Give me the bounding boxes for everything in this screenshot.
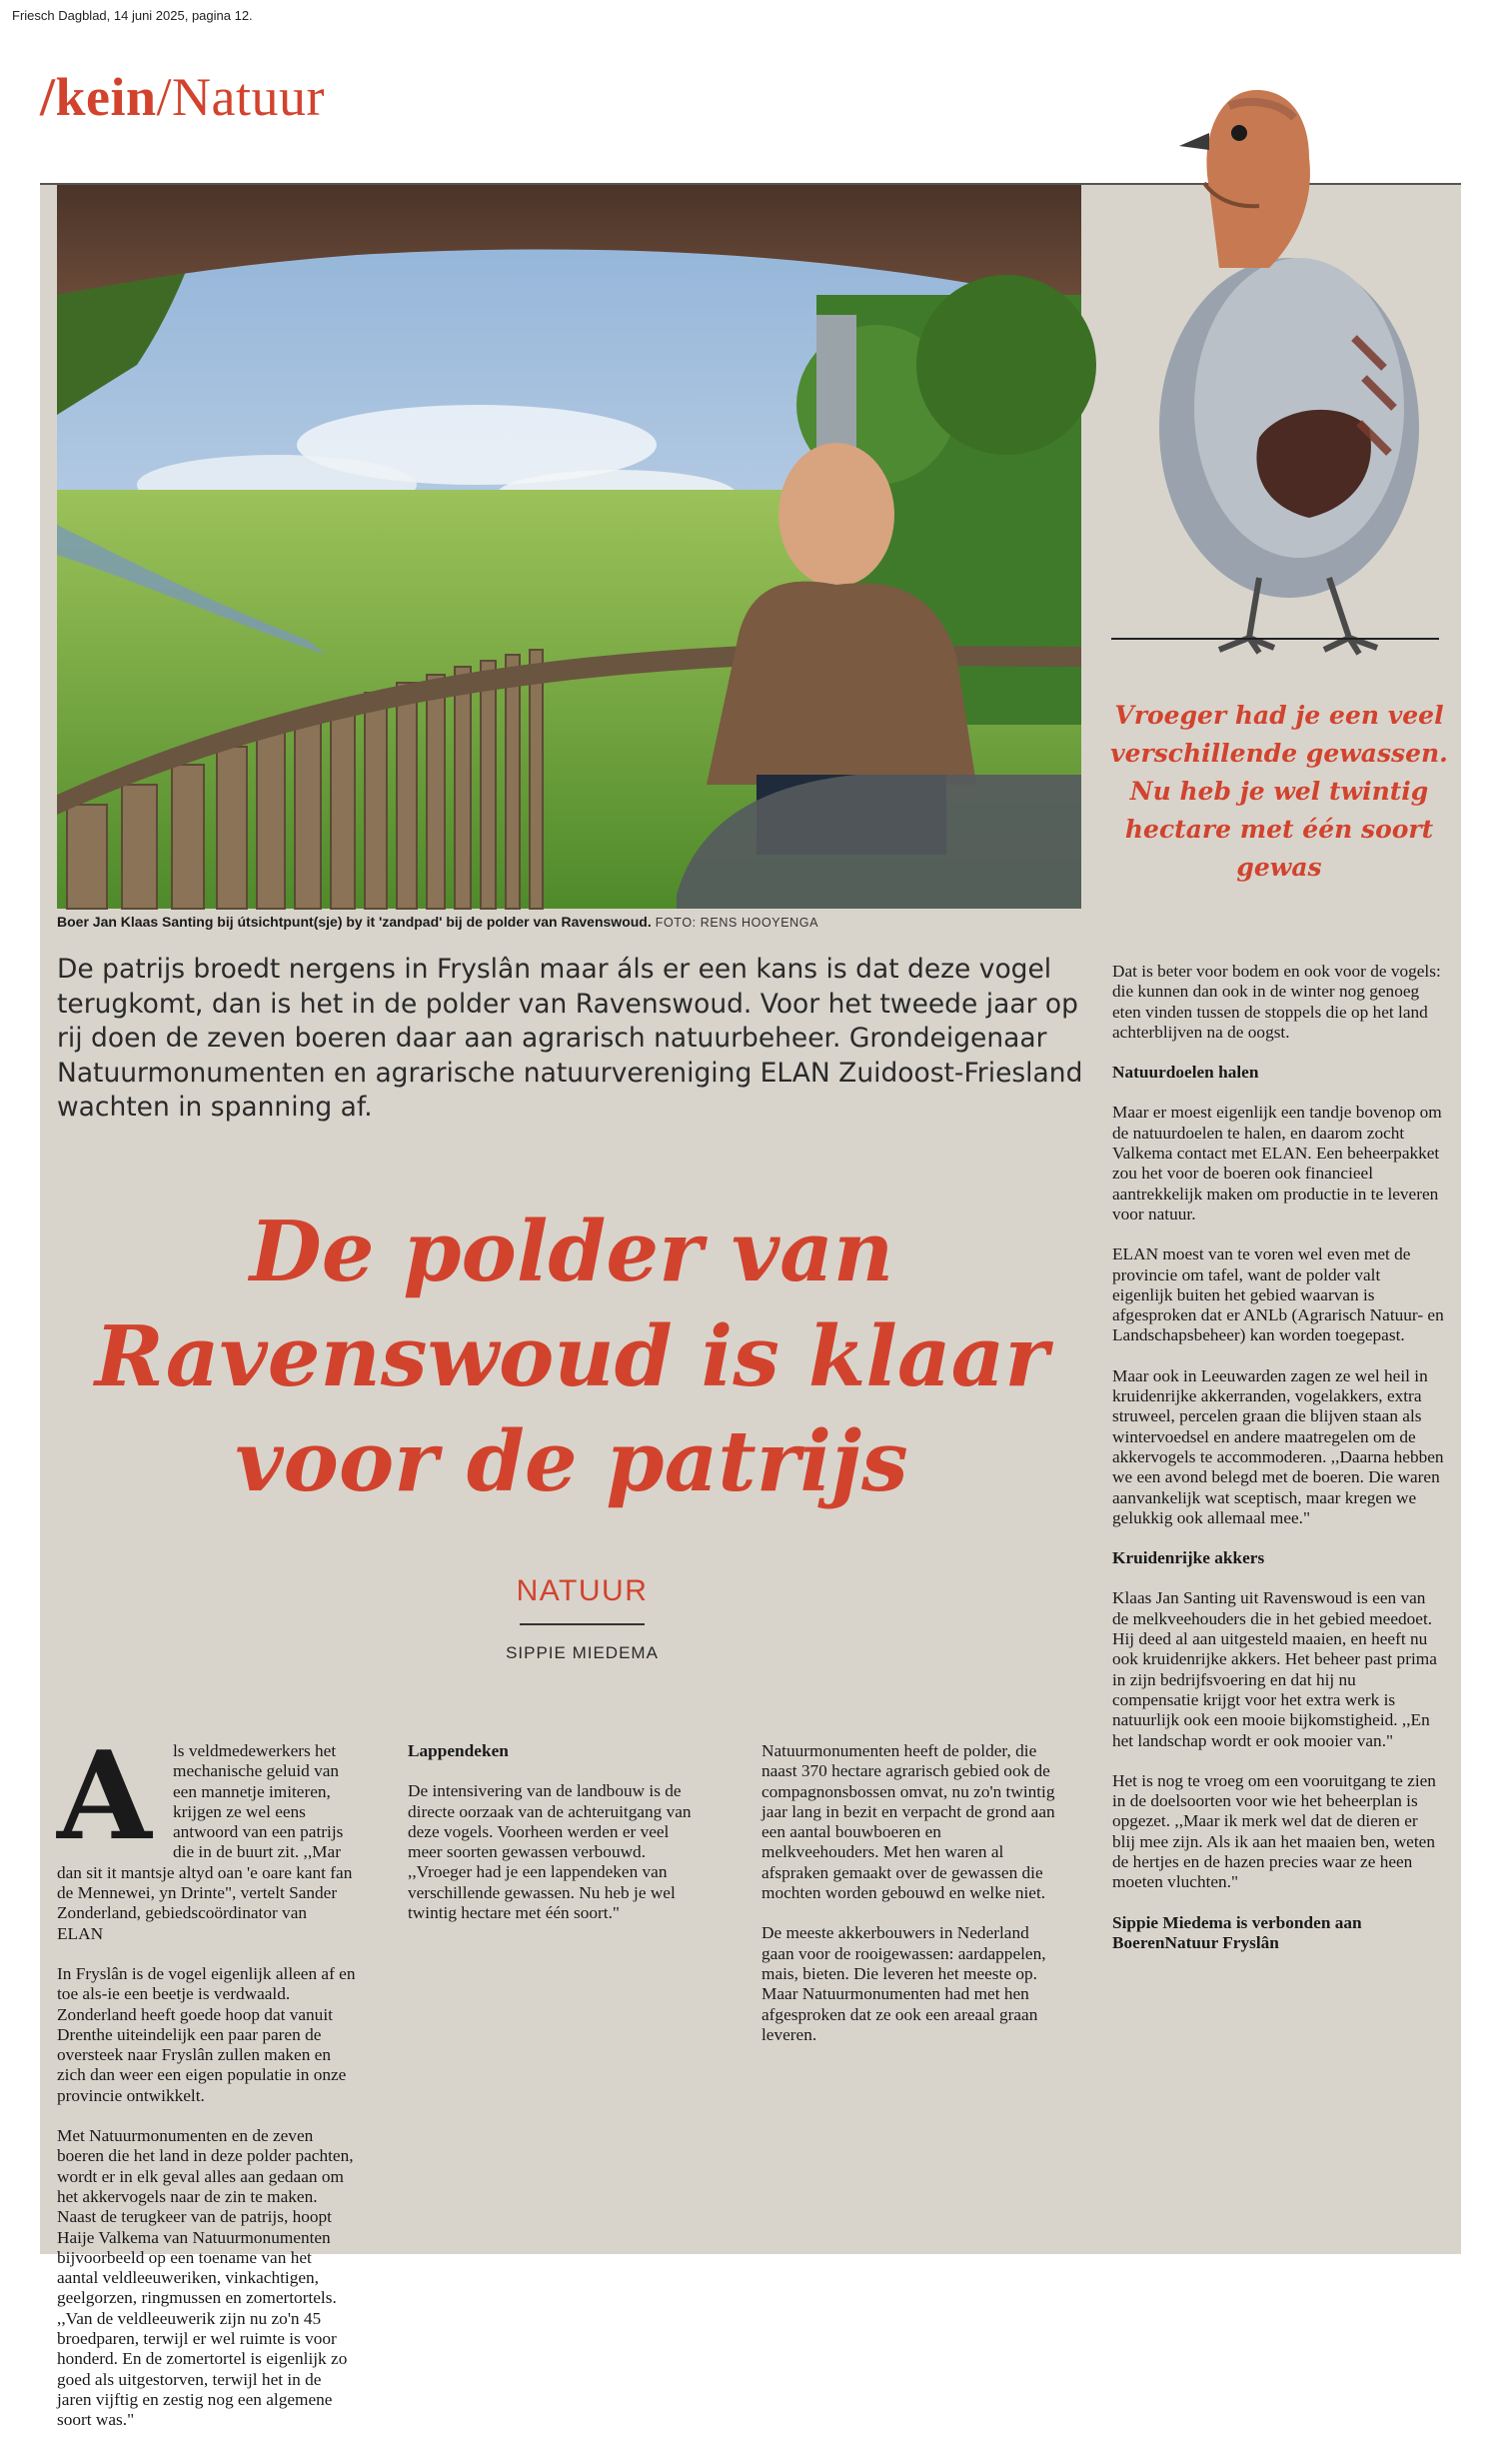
publication-line: Friesch Dagblad, 14 juni 2025, pagina 12. xyxy=(12,8,253,23)
pull-quote: Vroeger had je een veel verschillende gewassen. Nu heb je wel twintig hectare met één soort gewas xyxy=(1110,701,1448,882)
body-paragraph: ELAN moest van te voren wel even met de provincie om tafel, want de polder valt eigenlijk buiten het gebied waarvan is afgesproken dat er ANLb (Agrarisch Natuur- en Landschapsbeheer) kan worden toegepast. xyxy=(1112,1244,1444,1345)
partridge-ground-rule xyxy=(1111,638,1439,640)
body-column-3 xyxy=(761,1741,1061,2065)
author-note: Sippie Miedema is verbonden aan BoerenNatuur Fryslân xyxy=(1112,1912,1362,1952)
partridge-illustration xyxy=(1109,78,1429,658)
body-paragraph: Natuurmonumenten heeft de polder, die naast 370 hectare agrarisch gebied ook de compagnonsbossen omvat, nu zo'n twintig jaar lang in bezit en verpacht de grond aan een aantal bouwboeren en melkveehouders. Met hen waren al afspraken gemaakt over de gewassen die mochten worden gebouwd en welke niet. xyxy=(761,1741,1055,1903)
section-header xyxy=(40,66,325,128)
article-intro: De patrijs broedt nergens in Fryslân maar áls er een kans is dat deze vogel terugkomt, dan is het in de polder van Ravenswoud. Voor het tweede jaar op rij doen de zeven boeren daar aan agrarisch natuurbeheer. Grondeigenaar Natuurmonumenten en agrarische natuurvereniging ELAN Zuidoost-Friesland wachten in spanning af. xyxy=(57,954,1083,1123)
byline: SIPPIE MIEDEMA xyxy=(506,1643,659,1662)
body-paragraph: ls veldmedewerkers het mechanische geluid van een mannetje imiteren, krijgen ze wel eens antwoord van een patrijs die in de buurt zit. ,,Mar dan sit it mantsje altyd oan 'e oare kant fan de Mennewei, yn Drinte", vertelt Sander Zonderland, gebiedscoördinator van ELAN xyxy=(57,1741,353,1943)
body-paragraph: Maar er moest eigenlijk een tandje bovenop om de natuurdoelen te halen, en daarom zocht Valkema contact met ELAN. Een beheerpakket zou het voor de boeren ook financieel aantrekkelijk maken om productie in te leveren voor natuur. xyxy=(1112,1103,1442,1224)
photo-caption xyxy=(57,914,1081,930)
body-column-2 xyxy=(408,1741,708,1943)
article-photo xyxy=(57,185,1081,909)
photo-illustration xyxy=(57,185,1081,909)
section-header-part2: /Natuur xyxy=(156,67,325,127)
body-column-1 xyxy=(57,1723,357,2451)
kicker-rule xyxy=(520,1623,645,1625)
body-paragraph: De intensivering van de landbouw is de directe oorzaak van de achteruitgang van deze vogels. Voorheen werden er veel meer soorten gewassen verbouwd. ,,Vroeger had je een lappendeken van verschillende gewassen. Nu heb je wel twintig hectare met één soort." xyxy=(408,1781,692,1923)
body-paragraph: Maar ook in Leeuwarden zagen ze wel heil in kruidenrijke akkerranden, vogelakkers, extra struweel, percelen graan die blijven staan als wintervoedsel en andere maatregelen om de akkervogels te accommoderen. ,,Daarna hebben we een avond belegd met de boeren. Die waren aanvankelijk wat sceptisch, maar kregen we gelukkig ook allemaal mee." xyxy=(1112,1365,1444,1527)
article-headline: De polder van Ravenswoud is klaar voor de patrijs xyxy=(94,1203,1049,1510)
drop-cap: A xyxy=(57,1723,152,1867)
body-paragraph: Dat is beter voor bodem en ook voor de vogels: die kunnen dan ook in de winter nog genoeg eten vinden tussen de stoppels die op het land achterblijven na de oogst. xyxy=(1112,962,1441,1042)
partridge-icon xyxy=(1109,78,1429,658)
body-paragraph: In Fryslân is de vogel eigenlijk alleen af en toe als-ie een beetje is verdwaald. Zonderland heeft goede hoop dat vanuit Drenthe uiteindelijk een paar paren de oversteek naar Fryslân zullen maken en zich dan weer een eigen populatie in onze provincie ontwikkelt. xyxy=(57,1963,356,2105)
opening-paragraph xyxy=(57,1723,357,1944)
body-paragraph: Klaas Jan Santing uit Ravenswoud is een van de melkveehouders die in het gebied meedoet. Hij deed al aan uitgesteld maaien, en heeft nu ook kruidenrijke akkers. Het beheer past prima in zijn bedrijfsvoering en dat hij nu compensatie krijgt voor het extra werk is natuurlijk ook een mooie bijkomstigheid. ,,En het landschap wordt er ook mooier van." xyxy=(1112,1588,1437,1750)
photo-credit: FOTO: RENS HOOYENGA xyxy=(655,916,819,930)
body-paragraph: Met Natuurmonumenten en de zeven boeren die het land in deze polder pachten, wordt er in elk geval alles aan gedaan om het akkervogels naar de zin te maken. Naast de terugkeer van de patrijs, hoopt Haije Valkema van Natuurmonumenten bijvoorbeeld op een toename van het aantal veldleeuweriken, vinkachtigen, geelgorzen, ringmussen en zomertortels. ,,Van de veldleeuwerik zijn nu zo'n 45 broedparen, terwijl er wel ruimte is voor honderd. En de zomertortel is eigenlijk zo goed als uitgestorven, terwijl het in de jaren vijftig en zestig nog een algemene soort was." xyxy=(57,2126,354,2430)
body-paragraph: De meeste akkerbouwers in Nederland gaan voor de rooigewassen: aardappelen, mais, bieten. Die leveren het meeste op. Maar Natuurmonumenten had met hen afgesproken dat ze ook een areaal graan leveren. xyxy=(761,1923,1046,2044)
subheading-kruidenrijke: Kruidenrijke akkers xyxy=(1112,1548,1265,1568)
body-column-4 xyxy=(1112,962,1444,1973)
photo-caption-text: Boer Jan Klaas Santing bij útsichtpunt(sje) by it 'zandpad' bij de polder van Ravenswoud. xyxy=(57,914,652,930)
subheading-natuurdoelen: Natuurdoelen halen xyxy=(1112,1063,1259,1083)
section-header-part1: /kein xyxy=(40,67,157,127)
subheading-lappendeken: Lappendeken xyxy=(408,1741,509,1760)
body-paragraph: Het is nog te vroeg om een vooruitgang te zien in de doelsoorten voor wie het beheerplan is opgezet. ,,Maar ik merk wel dat de dieren er blij mee zijn. Als ik aan het maaien ben, weten de hertjes en de hazen precies waar ze heen moeten vluchten." xyxy=(1112,1770,1436,1892)
section-kicker: NATUUR xyxy=(516,1574,649,1607)
